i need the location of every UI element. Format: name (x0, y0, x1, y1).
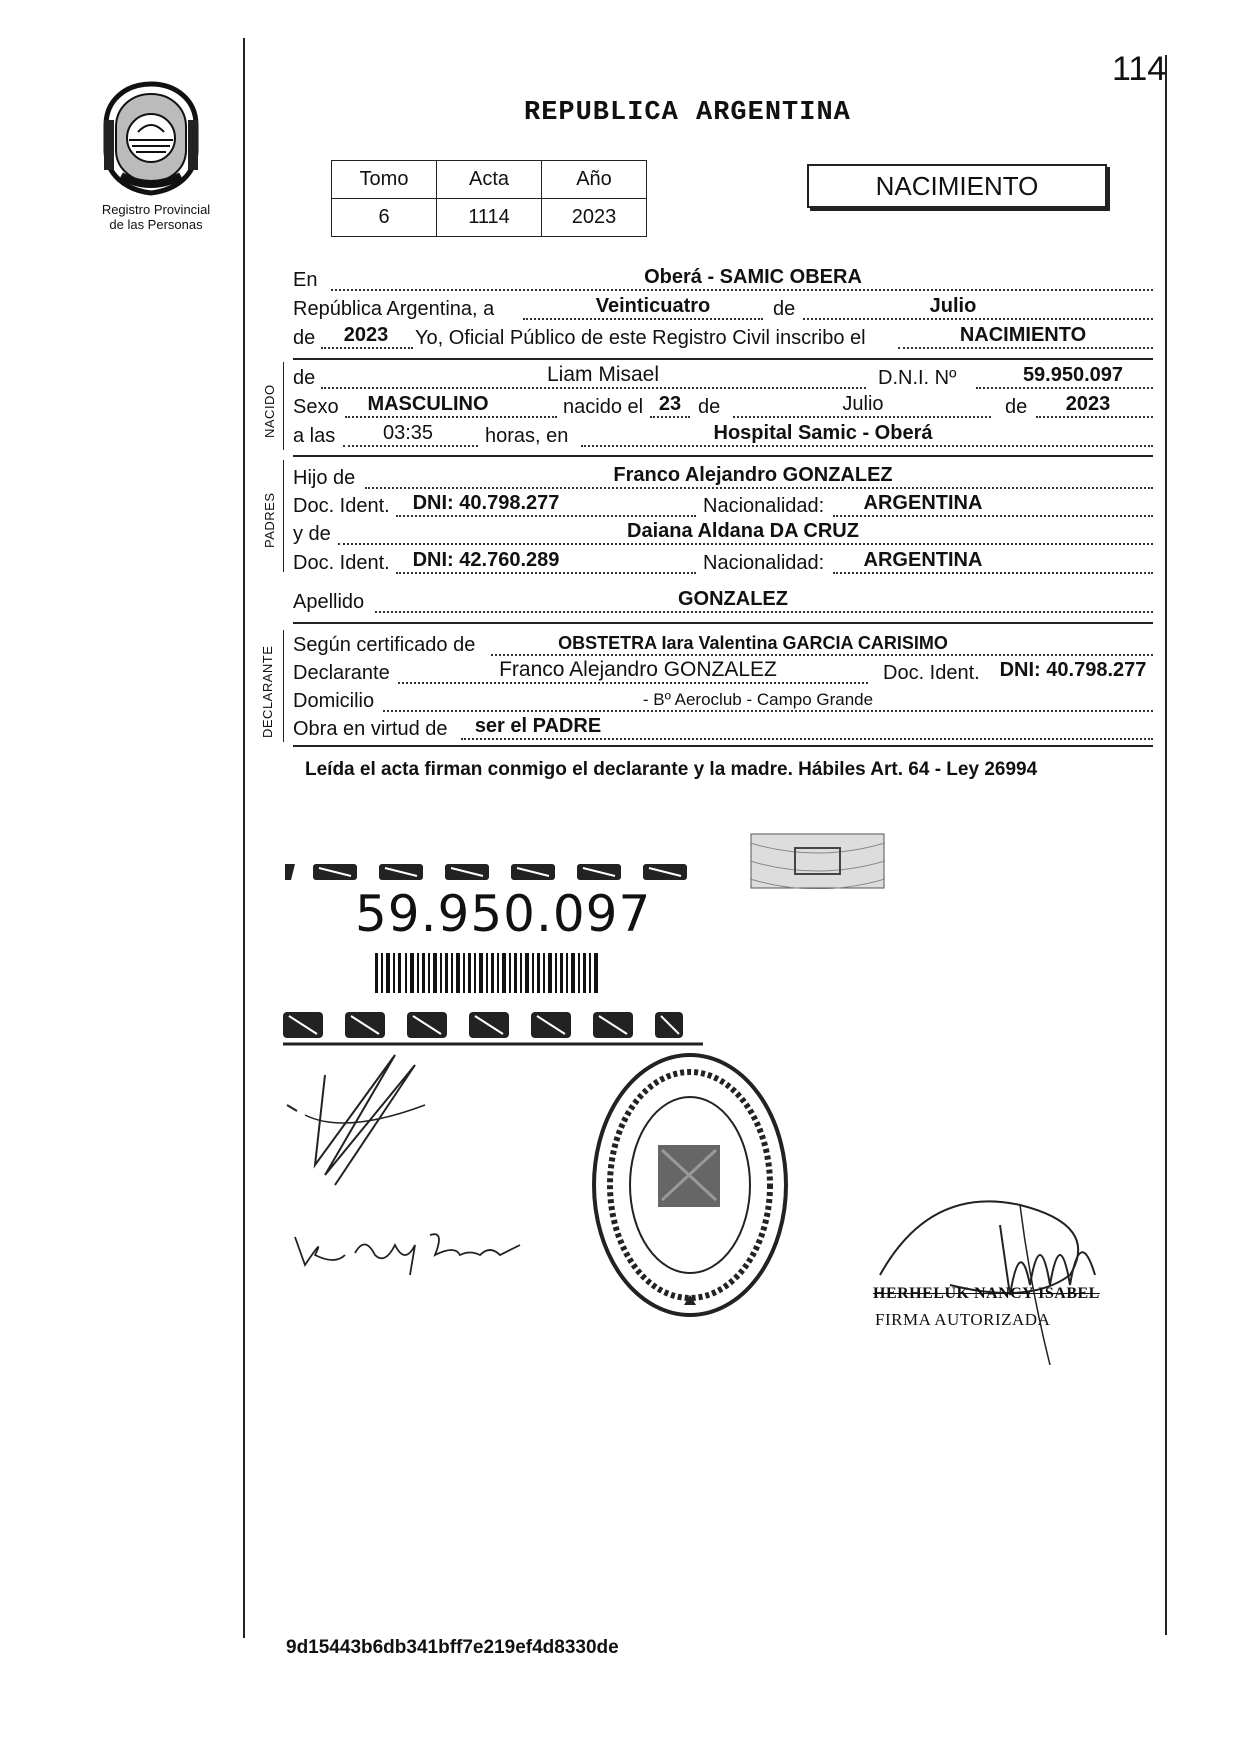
label-de: de (773, 298, 796, 320)
value-declarante-doc: DNI: 40.798.277 (999, 659, 1147, 681)
value-mes-letras: Julio (929, 295, 977, 317)
label-doc-ident-declarante: Doc. Ident. (883, 662, 980, 684)
label-nacionalidad-padre: Nacionalidad: (703, 495, 825, 517)
dotted-line (396, 572, 696, 574)
row-domicilio (293, 689, 1153, 716)
value-lugar-nac: Hospital Samic - Oberá (713, 422, 933, 444)
dotted-line (321, 347, 413, 349)
dotted-line (976, 387, 1153, 389)
legal-note: Leída el acta firman conmigo el declarante y la madre. Hábiles Art. 64 - Ley 26994 (305, 759, 1038, 780)
row-sexo (293, 395, 1153, 422)
mother-signature (285, 1225, 545, 1275)
barcode-number: 59.950.097 (355, 885, 652, 943)
value-madre: Daiana Aldana DA CRUZ (627, 520, 859, 542)
row-madre-doc (293, 551, 1153, 578)
dotted-line (375, 611, 1153, 613)
value-nombre: Liam Misael (546, 363, 660, 386)
value-madre-nac: ARGENTINA (863, 549, 983, 571)
official-name: HERHELUK NANCY ISABEL (873, 1285, 1100, 1302)
row-inscribe (293, 326, 1153, 353)
row-padre-doc (293, 494, 1153, 521)
registry-name-line1: Registro Provincial (101, 202, 211, 217)
label-segun-certificado: Según certificado de (293, 634, 476, 656)
dotted-line (803, 318, 1153, 320)
dotted-line (833, 515, 1153, 517)
value-apellido: GONZALEZ (678, 588, 788, 610)
label-nacionalidad-madre: Nacionalidad: (703, 552, 825, 574)
value-nac-mes: Julio (842, 393, 884, 415)
label-en: En (293, 269, 318, 291)
document-hash: 9d15443b6db341bff7e219ef4d8330de (286, 1637, 619, 1658)
official-seal (590, 1050, 790, 1320)
padres-side-bar (283, 460, 284, 572)
section-separator (293, 622, 1153, 624)
security-band-top (283, 858, 723, 884)
registry-name-line2: de las Personas (109, 217, 203, 232)
row-lugar (293, 268, 1153, 295)
label-republica: República Argentina, a (293, 298, 495, 320)
side-label-padres: PADRES (262, 492, 277, 548)
dotted-line (338, 543, 1153, 545)
document-title: REPUBLICA ARGENTINA (524, 98, 851, 128)
row-padre (293, 466, 1153, 493)
dotted-line (733, 416, 991, 418)
dotted-line (491, 654, 1153, 656)
label-declarante: Declarante (293, 662, 390, 684)
section-separator (293, 455, 1153, 457)
label-dni: D.N.I. Nº (878, 367, 957, 389)
declarante-side-bar (283, 630, 284, 742)
table-value-anio: 2023 (542, 199, 647, 237)
registry-name (86, 202, 226, 232)
value-nac-dia: 23 (658, 393, 682, 415)
value-nac-anio: 2023 (1065, 393, 1111, 415)
value-madre-doc: DNI: 42.760.289 (412, 549, 560, 571)
label-hijo-de: Hijo de (293, 467, 356, 489)
dotted-line (383, 710, 1153, 712)
label-obra-en-virtud: Obra en virtud de (293, 718, 448, 740)
value-dia-letras: Veinticuatro (595, 295, 711, 317)
value-padre-doc: DNI: 40.798.277 (412, 492, 560, 514)
value-declarante: Franco Alejandro GONZALEZ (499, 658, 777, 681)
label-a-las: a las (293, 425, 336, 447)
dotted-line (461, 738, 1153, 740)
value-dni: 59.950.097 (1022, 364, 1124, 386)
table-value-tomo: 6 (332, 199, 437, 237)
label-de-anio2: de (1005, 396, 1028, 418)
side-label-nacido: NACIDO (262, 384, 277, 438)
security-band-bottom (283, 1008, 723, 1048)
label-apellido: Apellido (293, 591, 365, 613)
dotted-line (343, 445, 478, 447)
page-number: 114 (1112, 50, 1167, 88)
dotted-line (396, 515, 696, 517)
dotted-line (1036, 416, 1153, 418)
row-obra (293, 717, 1153, 744)
dotted-line (321, 387, 866, 389)
right-margin-line (1165, 55, 1167, 1635)
label-sexo: Sexo (293, 396, 339, 418)
section-separator (293, 358, 1153, 360)
label-de-mes: de (698, 396, 721, 418)
row-apellido (293, 590, 1153, 617)
side-label-declarante: DECLARANTE (260, 645, 275, 738)
label-horas-en: horas, en (485, 425, 569, 447)
dotted-line (331, 289, 1153, 291)
value-domicilio: - Bº Aeroclub - Campo Grande (642, 690, 874, 709)
value-sexo: MASCULINO (367, 393, 489, 415)
value-inscribe: NACIMIENTO (959, 324, 1087, 346)
security-hologram (750, 833, 885, 889)
dotted-line (581, 445, 1153, 447)
label-domicilio: Domicilio (293, 690, 375, 712)
label-doc-ident-madre: Doc. Ident. (293, 552, 390, 574)
declarant-signature (285, 1045, 445, 1205)
table-header-tomo: Tomo (332, 161, 437, 199)
label-de-nombre: de (293, 367, 316, 389)
dotted-line (345, 416, 557, 418)
value-certificado: OBSTETRA Iara Valentina GARCIA CARISIMO (558, 633, 948, 653)
row-fecha (293, 297, 1153, 324)
section-separator (293, 745, 1153, 747)
row-nombre (293, 363, 1153, 393)
row-hora (293, 424, 1153, 451)
official-title: FIRMA AUTORIZADA (875, 1310, 1051, 1329)
dotted-line (898, 347, 1153, 349)
dotted-line (523, 318, 763, 320)
nacido-side-bar (283, 362, 284, 450)
official-signature (870, 1165, 1130, 1365)
value-obra: ser el PADRE (474, 715, 602, 737)
act-type-box: NACIMIENTO (807, 164, 1107, 208)
value-anio: 2023 (343, 324, 389, 346)
label-doc-ident-padre: Doc. Ident. (293, 495, 390, 517)
table-header-acta: Acta (437, 161, 542, 199)
barcode (375, 953, 600, 993)
value-padre-nac: ARGENTINA (863, 492, 983, 514)
label-y-de: y de (293, 523, 331, 545)
tomo-acta-anio-table (331, 160, 647, 237)
dotted-line (365, 487, 1153, 489)
table-header-anio: Año (542, 161, 647, 199)
left-margin-line (243, 38, 245, 1638)
value-lugar: Oberá - SAMIC OBERA (644, 266, 862, 288)
dotted-line (833, 572, 1153, 574)
value-padre: Franco Alejandro GONZALEZ (613, 464, 893, 486)
table-value-acta: 1114 (437, 199, 542, 237)
label-yo-oficial: Yo, Oficial Público de este Registro Civil inscribo el (415, 327, 866, 349)
value-hora: 03:35 (382, 422, 434, 444)
row-certificado (293, 633, 1153, 660)
label-de-anio: de (293, 327, 316, 349)
label-nacido-el: nacido el (563, 396, 644, 418)
row-declarante (293, 658, 1153, 688)
dotted-line (398, 682, 868, 684)
registry-logo (96, 80, 206, 196)
row-madre (293, 522, 1153, 549)
dotted-line (650, 416, 690, 418)
